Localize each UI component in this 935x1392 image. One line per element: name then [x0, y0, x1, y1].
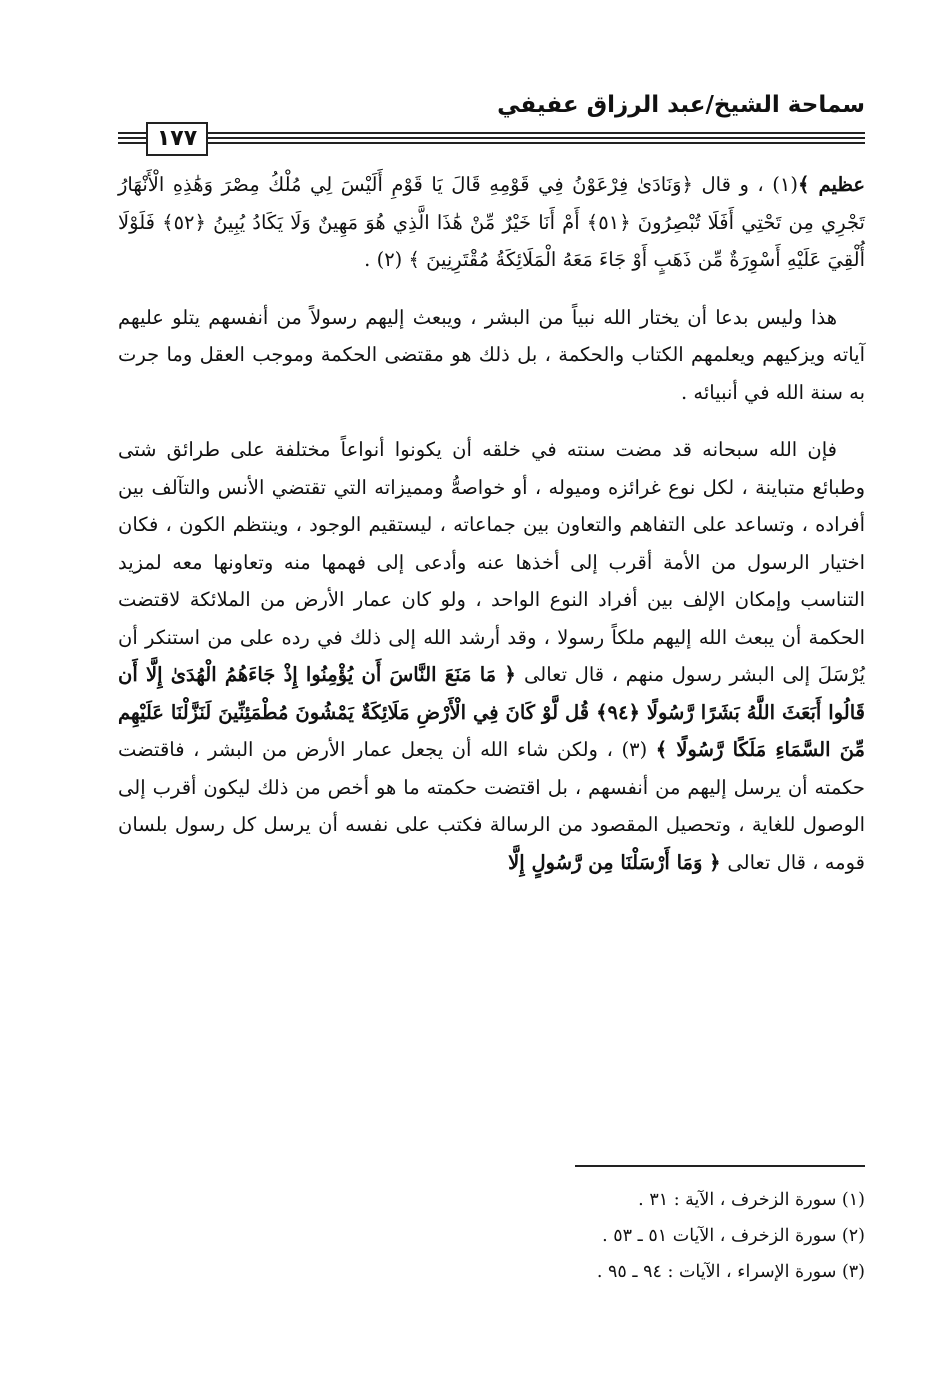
running-title: سماحة الشيخ/عبد الرزاق عفيفي [497, 92, 865, 118]
paragraph-text: (١) ، و قال ﴿وَنَادَىٰ فِرْعَوْنُ فِي قَوْمِهِ قَالَ يَا قَوْمِ أَلَيْسَ لِي مُلْكُ مِصْرَ وَهَٰذِهِ الْأَنْهَارُ تَجْرِي مِن تَحْتِي أَفَلَا تُبْصِرُونَ ﴿٥١﴾ أَمْ أَنَا خَيْرٌ مِّنْ هَٰذَا الَّذِي هُوَ مَهِينٌ وَلَا يَكَادُ يُبِينُ ﴿٥٢﴾ فَلَوْلَا أُلْقِيَ عَلَيْهِ أَسْوِرَةٌ مِّن ذَهَبٍ أَوْ جَاءَ مَعَهُ الْمَلَائِكَةُ مُقْتَرِنِينَ ﴾ (٢) . [118, 173, 865, 271]
header-rule-line [118, 142, 865, 144]
footnote: (١) سورة الزخرف ، الآية : ٣١ . [638, 1190, 865, 1210]
header-rule-line [118, 132, 865, 134]
paragraph-text: فإن الله سبحانه قد مضت سنته في خلقه أن يكونوا أنواعاً مختلفة على طرائق شتى وطبائع متباينة ، لكل نوع غرائزه وميوله ، أو خواصهُّ ومميزاته التي تقتضي الأنس والتآلف بين أفراده ، وتساعد على التفاهم والتعاون بين جماعاته ، ليستقيم الوجود ، وينتظم الكون ، فكان اختيار الرسول من الأمة أقرب إلى أخذها عنه وأدعى إلى فهمها منه وتعاونها معه لمزيد التناسب وإمكان الإلف بين أفراد النوع الواحد ، ولو كان عمار الأرض من الملائكة لاقتضت الحكمة أن يبعث الله إليهم ملكاً رسولا ، وقد أرشد الله إلى ذلك في رده على من استنكر أن يُرْسَلَ إلى البشر رسول منهم ، قال تعالى [118, 438, 865, 686]
quran-verse: ﴿ وَمَا أَرْسَلْنَا مِن رَّسُولٍ إِلَّا [508, 850, 728, 874]
footnotes [265, 1182, 865, 1290]
footnote: (٣) سورة الإسراء ، الآيات : ٩٤ ـ ٩٥ . [596, 1262, 865, 1282]
paragraph-1 [118, 166, 865, 279]
quran-verse: ﴿ مَا مَنَعَ النَّاسَ أَن يُؤْمِنُوا إِذْ جَاءَهُمُ الْهُدَىٰ إِلَّا أَن قَالُوا أَبَعَثَ اللَّهُ بَشَرًا رَّسُولًا ﴿٩٤﴾ قُل لَّوْ كَانَ فِي الْأَرْضِ مَلَائِكَةٌ يَمْشُونَ مُطْمَئِنِّينَ لَنَزَّلْنَا عَلَيْهِم مِّنَ السَّمَاءِ مَلَكًا رَّسُولًا ﴾ [118, 663, 866, 761]
footnote: (٢) سورة الزخرف ، الآيات ٥١ ـ ٥٣ . [602, 1226, 865, 1246]
header-rule-line [118, 137, 865, 139]
paragraph-2 [118, 299, 865, 412]
body-text [118, 166, 865, 901]
header-rule [118, 128, 865, 148]
footnote-rule [575, 1165, 865, 1167]
paragraph-text: (٣) ، ولكن شاء الله أن يجعل عمار الأرض من البشر ، فاقتضت حكمته أن يرسل إليهم من أنفسهم ، بل اقتضت حكمته ما هو أخص من ذلك ليكون أقرب إلى الوصول للغاية ، وتحصيل المقصود من الرسالة فكتب على نفسه أن يرسل كل رسول بلسان قومه ، قال تعالى [118, 738, 865, 874]
page-number: ١٧٧ [146, 122, 208, 156]
paragraph-text: هذا وليس بدعا أن يختار الله نبياً من البشر ، ويبعث إليهم رسولاً من أنفسهم يتلو عليهم آياته ويزكيهم ويعلمهم الكتاب والحكمة ، بل ذلك هو مقتضى الحكمة وموجب العقل وما جرت به سنة الله في أنبيائه . [118, 305, 865, 404]
quran-verse: عظيم ﴾ [797, 173, 865, 196]
paragraph-3 [118, 431, 865, 881]
